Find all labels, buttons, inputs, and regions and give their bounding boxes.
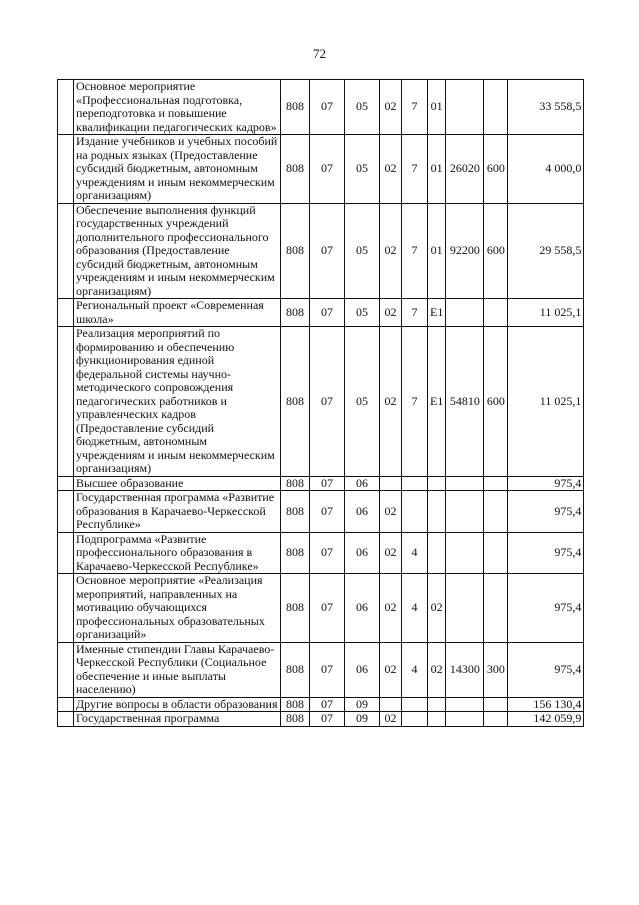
program-code-cell: 02 bbox=[380, 491, 402, 533]
expense-type-cell bbox=[484, 299, 508, 327]
amount-cell: 33 558,5 bbox=[508, 80, 584, 135]
margin-cell bbox=[58, 697, 74, 712]
item-name-cell: Региональный проект «Современная школа» bbox=[74, 299, 281, 327]
table-row bbox=[58, 532, 584, 574]
section-code-cell: 07 bbox=[310, 532, 345, 574]
subprogram-code-cell bbox=[402, 697, 428, 712]
amount-cell: 975,4 bbox=[508, 491, 584, 533]
item-name-cell: Именные стипендии Главы Карачаево-Черкесской Республики (Социальное обеспечение и иные выплаты населению) bbox=[74, 642, 281, 697]
subprogram-code-cell: 7 bbox=[402, 80, 428, 135]
expense-type-cell bbox=[484, 532, 508, 574]
margin-cell bbox=[58, 532, 74, 574]
table-row bbox=[58, 574, 584, 643]
table-row bbox=[58, 697, 584, 712]
subprogram-code-cell: 4 bbox=[402, 532, 428, 574]
item-name-cell: Государственная программа «Развитие образования в Карачаево-Черкесской Республике» bbox=[74, 491, 281, 533]
item-name-cell: Реализация мероприятий по формированию и обеспечению функционирования единой федеральной системы научно-методического сопровождения педагогических работников и управленческих кадров (Предоставление субсидий бюджетным, автономным учреждениям и иным некоммерческим организациям) bbox=[74, 327, 281, 477]
ministry-code-cell: 808 bbox=[281, 327, 310, 477]
subsection-code-cell: 05 bbox=[345, 135, 380, 204]
program-code-cell: 02 bbox=[380, 327, 402, 477]
program-code-cell: 02 bbox=[380, 80, 402, 135]
event-code-cell bbox=[428, 532, 446, 574]
program-code-cell: 02 bbox=[380, 203, 402, 299]
expense-type-cell bbox=[484, 491, 508, 533]
subsection-code-cell: 05 bbox=[345, 80, 380, 135]
amount-cell: 975,4 bbox=[508, 476, 584, 491]
ministry-code-cell: 808 bbox=[281, 697, 310, 712]
section-code-cell: 07 bbox=[310, 574, 345, 643]
program-code-cell: 02 bbox=[380, 135, 402, 204]
event-code-cell: 01 bbox=[428, 203, 446, 299]
ministry-code-cell: 808 bbox=[281, 135, 310, 204]
item-name-cell: Основное мероприятие «Реализация мероприятий, направленных на мотивацию обучающихся профессиональных образовательных организаций» bbox=[74, 574, 281, 643]
subprogram-code-cell bbox=[402, 476, 428, 491]
margin-cell bbox=[58, 476, 74, 491]
amount-cell: 975,4 bbox=[508, 574, 584, 643]
subprogram-code-cell bbox=[402, 712, 428, 727]
subprogram-code-cell: 7 bbox=[402, 135, 428, 204]
margin-cell bbox=[58, 203, 74, 299]
item-name-cell: Государственная программа bbox=[74, 712, 281, 727]
ministry-code-cell: 808 bbox=[281, 532, 310, 574]
direction-code-cell bbox=[446, 476, 484, 491]
subsection-code-cell: 06 bbox=[345, 491, 380, 533]
table-row bbox=[58, 476, 584, 491]
subprogram-code-cell bbox=[402, 491, 428, 533]
table-row bbox=[58, 299, 584, 327]
direction-code-cell bbox=[446, 697, 484, 712]
subsection-code-cell: 05 bbox=[345, 327, 380, 477]
event-code-cell: 01 bbox=[428, 135, 446, 204]
direction-code-cell bbox=[446, 532, 484, 574]
subsection-code-cell: 05 bbox=[345, 299, 380, 327]
margin-cell bbox=[58, 327, 74, 477]
item-name-cell: Обеспечение выполнения функций государственных учреждений дополнительного профессионального образования (Предоставление субсидий бюджетным, автономным учреждениям и иным некоммерческим организациям) bbox=[74, 203, 281, 299]
direction-code-cell bbox=[446, 574, 484, 643]
ministry-code-cell: 808 bbox=[281, 574, 310, 643]
table-row bbox=[58, 203, 584, 299]
section-code-cell: 07 bbox=[310, 491, 345, 533]
amount-cell: 156 130,4 bbox=[508, 697, 584, 712]
subprogram-code-cell: 4 bbox=[402, 574, 428, 643]
direction-code-cell: 54810 bbox=[446, 327, 484, 477]
subsection-code-cell: 06 bbox=[345, 642, 380, 697]
section-code-cell: 07 bbox=[310, 299, 345, 327]
amount-cell: 4 000,0 bbox=[508, 135, 584, 204]
expense-type-cell: 300 bbox=[484, 642, 508, 697]
margin-cell bbox=[58, 135, 74, 204]
amount-cell: 975,4 bbox=[508, 532, 584, 574]
direction-code-cell bbox=[446, 299, 484, 327]
expense-type-cell bbox=[484, 697, 508, 712]
section-code-cell: 07 bbox=[310, 203, 345, 299]
item-name-cell: Основное мероприятие «Профессиональная подготовка, переподготовка и повышение квалификации педагогических кадров» bbox=[74, 80, 281, 135]
table-body bbox=[58, 80, 584, 727]
expense-type-cell: 600 bbox=[484, 135, 508, 204]
direction-code-cell bbox=[446, 491, 484, 533]
expense-type-cell: 600 bbox=[484, 327, 508, 477]
event-code-cell bbox=[428, 476, 446, 491]
amount-cell: 11 025,1 bbox=[508, 327, 584, 477]
event-code-cell: 01 bbox=[428, 80, 446, 135]
subsection-code-cell: 09 bbox=[345, 712, 380, 727]
table-row bbox=[58, 135, 584, 204]
item-name-cell: Высшее образование bbox=[74, 476, 281, 491]
expense-type-cell bbox=[484, 476, 508, 491]
subprogram-code-cell: 7 bbox=[402, 299, 428, 327]
ministry-code-cell: 808 bbox=[281, 712, 310, 727]
margin-cell bbox=[58, 80, 74, 135]
program-code-cell: 02 bbox=[380, 299, 402, 327]
amount-cell: 142 059,9 bbox=[508, 712, 584, 727]
margin-cell bbox=[58, 299, 74, 327]
subprogram-code-cell: 7 bbox=[402, 203, 428, 299]
ministry-code-cell: 808 bbox=[281, 491, 310, 533]
amount-cell: 975,4 bbox=[508, 642, 584, 697]
margin-cell bbox=[58, 574, 74, 643]
section-code-cell: 07 bbox=[310, 327, 345, 477]
direction-code-cell: 26020 bbox=[446, 135, 484, 204]
section-code-cell: 07 bbox=[310, 135, 345, 204]
event-code-cell: 02 bbox=[428, 642, 446, 697]
program-code-cell: 02 bbox=[380, 642, 402, 697]
ministry-code-cell: 808 bbox=[281, 642, 310, 697]
event-code-cell bbox=[428, 491, 446, 533]
direction-code-cell: 92200 bbox=[446, 203, 484, 299]
item-name-cell: Подпрограмма «Развитие профессионального образования в Карачаево-Черкесской Республике» bbox=[74, 532, 281, 574]
program-code-cell bbox=[380, 476, 402, 491]
program-code-cell bbox=[380, 697, 402, 712]
subprogram-code-cell: 7 bbox=[402, 327, 428, 477]
ministry-code-cell: 808 bbox=[281, 476, 310, 491]
section-code-cell: 07 bbox=[310, 712, 345, 727]
subsection-code-cell: 06 bbox=[345, 532, 380, 574]
expense-type-cell bbox=[484, 574, 508, 643]
subsection-code-cell: 09 bbox=[345, 697, 380, 712]
program-code-cell: 02 bbox=[380, 574, 402, 643]
subsection-code-cell: 06 bbox=[345, 476, 380, 491]
direction-code-cell bbox=[446, 80, 484, 135]
margin-cell bbox=[58, 712, 74, 727]
amount-cell: 11 025,1 bbox=[508, 299, 584, 327]
table-row bbox=[58, 80, 584, 135]
ministry-code-cell: 808 bbox=[281, 299, 310, 327]
section-code-cell: 07 bbox=[310, 697, 345, 712]
margin-cell bbox=[58, 642, 74, 697]
item-name-cell: Другие вопросы в области образования bbox=[74, 697, 281, 712]
section-code-cell: 07 bbox=[310, 80, 345, 135]
direction-code-cell bbox=[446, 712, 484, 727]
program-code-cell: 02 bbox=[380, 712, 402, 727]
event-code-cell: E1 bbox=[428, 299, 446, 327]
program-code-cell: 02 bbox=[380, 532, 402, 574]
table-row bbox=[58, 642, 584, 697]
margin-cell bbox=[58, 491, 74, 533]
budget-table bbox=[57, 79, 584, 727]
event-code-cell bbox=[428, 712, 446, 727]
event-code-cell bbox=[428, 697, 446, 712]
section-code-cell: 07 bbox=[310, 642, 345, 697]
section-code-cell: 07 bbox=[310, 476, 345, 491]
event-code-cell: 02 bbox=[428, 574, 446, 643]
page-number: 72 bbox=[313, 46, 326, 61]
direction-code-cell: 14300 bbox=[446, 642, 484, 697]
table-row bbox=[58, 327, 584, 477]
table-row bbox=[58, 491, 584, 533]
subprogram-code-cell: 4 bbox=[402, 642, 428, 697]
amount-cell: 29 558,5 bbox=[508, 203, 584, 299]
subsection-code-cell: 05 bbox=[345, 203, 380, 299]
expense-type-cell bbox=[484, 80, 508, 135]
subsection-code-cell: 06 bbox=[345, 574, 380, 643]
ministry-code-cell: 808 bbox=[281, 203, 310, 299]
item-name-cell: Издание учебников и учебных пособий на родных языках (Предоставление субсидий бюджетным, автономным учреждениям и иным некоммерческим организациям) bbox=[74, 135, 281, 204]
expense-type-cell bbox=[484, 712, 508, 727]
ministry-code-cell: 808 bbox=[281, 80, 310, 135]
expense-type-cell: 600 bbox=[484, 203, 508, 299]
event-code-cell: E1 bbox=[428, 327, 446, 477]
table-row bbox=[58, 712, 584, 727]
